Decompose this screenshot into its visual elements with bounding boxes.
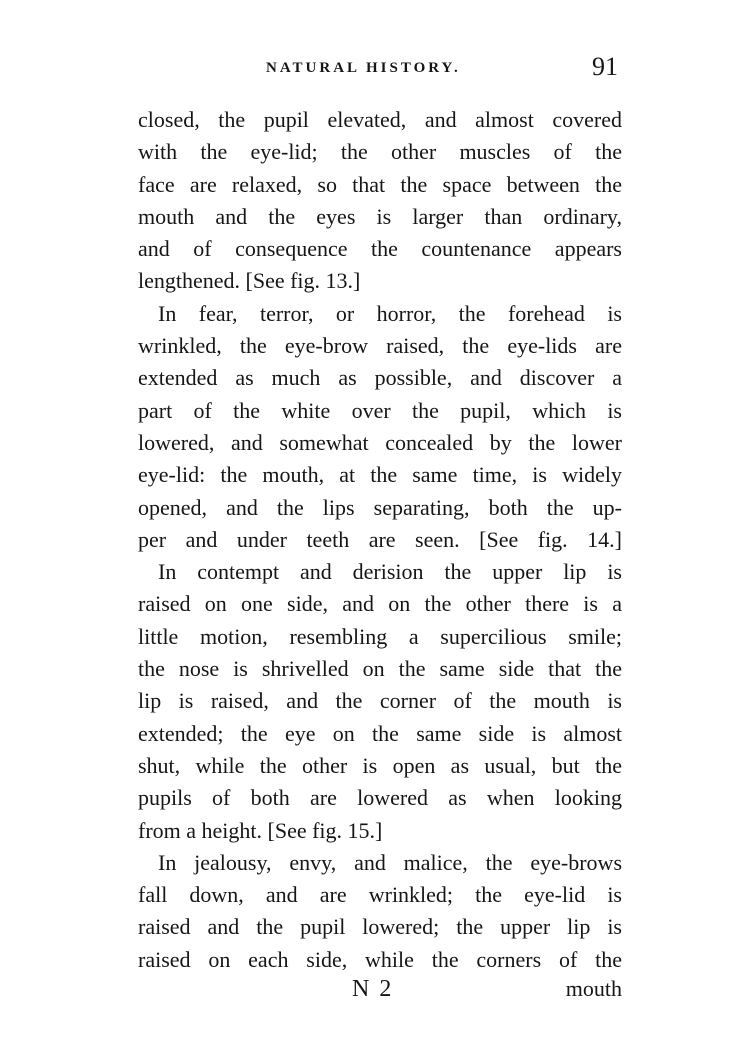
text-line: and of consequence the countenance appears	[138, 236, 622, 262]
text-line: lengthened. [See fig. 13.]	[138, 268, 361, 294]
running-title: NATURAL HISTORY.	[266, 60, 461, 76]
text-line: wrinkled, the eye-brow raised, the eye-lids are	[138, 333, 622, 359]
page-number: 91	[592, 52, 618, 81]
text-line: raised on one side, and on the other there is a	[138, 591, 622, 617]
text-line: mouth and the eyes is larger than ordinary,	[138, 203, 622, 229]
text-line: the nose is shrivelled on the same side that the	[138, 656, 622, 682]
catchword: mouth	[565, 976, 622, 1001]
running-head	[138, 52, 622, 88]
body-text	[138, 104, 622, 976]
text-line: lowered, and somewhat concealed by the lower	[138, 429, 622, 455]
text-line: extended; the eye on the same side is almost	[138, 720, 622, 746]
text-line: fall down, and are wrinkled; the eye-lid is	[138, 882, 622, 908]
text-line: raised and the pupil lowered; the upper lip is	[138, 914, 622, 940]
text-line: opened, and the lips separating, both the up-	[138, 494, 622, 520]
text-line: closed, the pupil elevated, and almost covered	[138, 107, 622, 132]
text-line: part of the white over the pupil, which is	[138, 397, 622, 423]
text-line: pupils of both are lowered as when looking	[138, 785, 622, 811]
text-line: eye-lid: the mouth, at the same time, is widely	[138, 462, 622, 488]
text-line: with the eye-lid; the other muscles of the	[138, 139, 622, 165]
text-line: little motion, resembling a supercilious smile;	[138, 623, 622, 649]
signature-mark: N 2	[352, 976, 394, 1002]
text-line: from a height. [See fig. 15.]	[138, 817, 383, 843]
text-line: lip is raised, and the corner of the mouth is	[138, 688, 622, 714]
text-line: In jealousy, envy, and malice, the eye-brows	[158, 849, 622, 875]
text-line: face are relaxed, so that the space between the	[138, 171, 622, 197]
text-line: shut, while the other is open as usual, but the	[138, 752, 622, 778]
text-line: raised on each side, while the corners of the	[138, 946, 622, 972]
text-line: per and under teeth are seen. [See fig. 14.]	[138, 526, 622, 552]
text-line: In fear, terror, or horror, the forehead is	[158, 300, 622, 326]
text-line: extended as much as possible, and discover a	[138, 365, 622, 391]
page-footer	[138, 976, 622, 1012]
text-line: In contempt and derision the upper lip is	[158, 559, 622, 585]
